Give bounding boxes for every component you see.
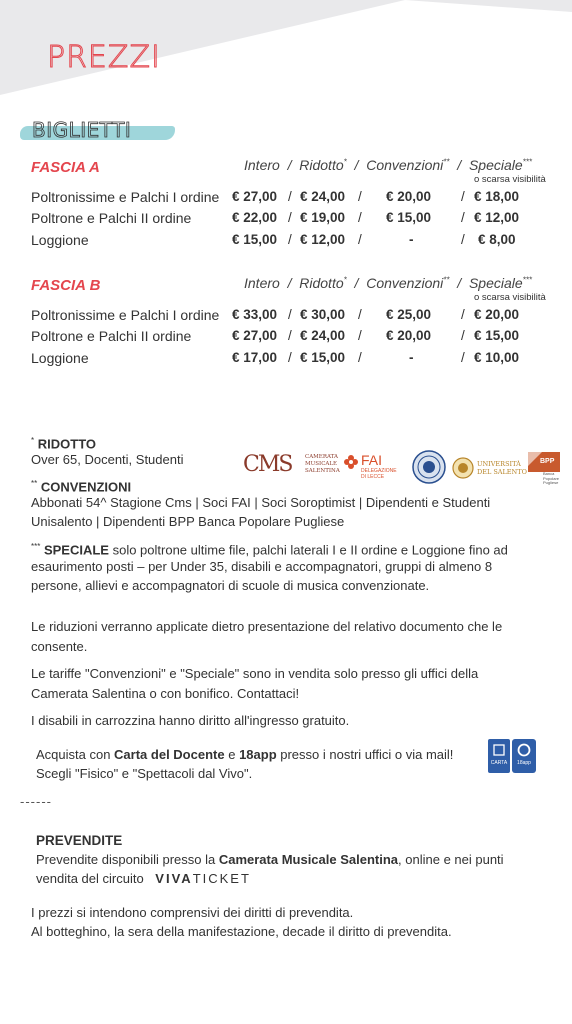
row-label: Loggione [31,232,89,248]
price-intero: € 33,00 [232,307,278,322]
section-title-biglietti [20,116,175,146]
cms-logo-line: CAMERATA [305,454,338,460]
carta-and: e [224,747,240,762]
price-speciale: € 12,00 [474,210,520,225]
price-intero: € 27,00 [232,328,278,343]
disabili-note: I disabili in carrozzina hanno diritto all'ingresso gratuito. [31,713,350,728]
price-ridotto: € 24,00 [300,189,346,204]
ridotto-title: RIDOTTO [37,436,97,452]
mark-ridotto: * [343,157,347,167]
separator: / [288,328,292,343]
fai-logo-line: DELEGAZIONE [361,468,397,474]
unisalento-logo-text [477,460,527,476]
fai-logo [343,452,411,482]
fascia-b-label: FASCIA B [31,277,101,294]
app18-badge-label: 18app [517,760,531,766]
carta-docente-label: Carta del Docente [114,747,225,762]
convenzioni-line: Unisalento | Dipendenti BPP Banca Popolare Pugliese [31,514,345,529]
bpp-logo-line: Pugliese [543,480,559,485]
soroptimist-seal-icon [412,450,446,484]
fai-logo-text [361,468,397,480]
section-title-text: BIGLIETTI [32,118,132,142]
separator: / [288,350,292,365]
separator: / [461,350,465,365]
separator: / [358,350,362,365]
speciale-title: SPECIALE [43,542,109,558]
speciale-line: persone, allievi e accompagnatori di scuole di musica convenzionate. [31,578,430,593]
col-convenzioni: Convenzioni [366,157,444,173]
col-ridotto: Ridotto [299,157,344,173]
separator: / [288,307,292,322]
bpp-logo [528,452,560,486]
speciale-note: o scarsa visibilità [474,174,546,185]
fascia-b-header: Intero / Ridotto* / Convenzioni** / Speciale*** [244,275,532,291]
col-ridotto: Ridotto [299,275,344,291]
vivaticket-rest: TICKET [192,871,251,886]
price-intero: € 22,00 [232,210,278,225]
vivaticket-bold: VIVA [155,871,193,886]
fai-flower-icon [343,454,359,470]
row-label: Loggione [31,350,89,366]
prevendite-suffix: , online e nei punti [398,852,504,867]
vivaticket-logo [155,871,251,886]
cms-logo [243,452,338,482]
price-convenzioni: € 15,00 [386,210,432,225]
price-ridotto: € 30,00 [300,307,346,322]
separator: / [461,328,465,343]
ridotto-mark: * [31,436,35,445]
app18-badge [512,739,536,773]
price-intero: € 15,00 [232,232,278,247]
price-speciale: € 10,00 [474,350,520,365]
price-ridotto: € 12,00 [300,232,346,247]
divider: ------ [20,794,52,809]
prevendite-line2 [36,869,251,888]
row-label: Poltrone e Palchi II ordine [31,210,192,226]
mark-convenzioni: ** [443,157,450,167]
prevendite-text [36,850,504,869]
price-speciale: € 8,00 [478,232,516,247]
carta-scegli-text: Scegli "Fisico" e "Spettacoli dal Vivo". [36,766,253,781]
separator: / [358,189,362,204]
mark-speciale: *** [522,275,532,285]
convenzioni-mark: ** [31,479,38,488]
row-label: Poltrone e Palchi II ordine [31,328,192,344]
tariffe-note: Camerata Salentina o con bonifico. Contattaci! [31,686,300,701]
carta-badge-icon [493,744,505,756]
bpp-logo-mark: BPP [540,458,555,465]
separator: / [288,210,292,225]
separator: / [358,210,362,225]
separator: / [358,232,362,247]
speciale-heading [31,537,508,559]
price-convenzioni: € 20,00 [386,328,432,343]
separator: / [358,307,362,322]
separator: / [461,232,465,247]
unisalento-logo-line: UNIVERSITÀ [477,460,521,468]
fai-logo-line: DI LECCE [361,474,385,480]
tariffe-note: Le tariffe "Convenzioni" e "Speciale" sono in vendita solo presso gli uffici della [31,666,479,681]
price-speciale: € 20,00 [474,307,520,322]
bpp-logo-line: Popolare [543,475,560,481]
row-label: Poltronissime e Palchi I ordine [31,189,220,205]
riduzioni-note: Le riduzioni verranno applicate dietro presentazione del relativo documento che le [31,619,503,634]
carta-prefix: Acquista con [36,747,115,762]
price-convenzioni: € 20,00 [386,189,432,204]
bpp-logo-line: Banca [543,471,555,476]
price-convenzioni: € 25,00 [386,307,432,322]
convenzioni-title: CONVENZIONI [40,479,132,495]
footer-line: I prezzi si intendono comprensivi dei diritti di prevendita. [31,905,354,920]
row-label: Poltronissime e Palchi I ordine [31,307,220,323]
ridotto-text: Over 65, Docenti, Studenti [31,452,184,467]
unisalento-logo [452,456,527,482]
price-convenzioni: - [409,232,414,247]
riduzioni-note: consente. [31,639,88,654]
col-intero: Intero [244,157,280,173]
carta-docente-badge [488,739,510,773]
page-title: PREZZI [47,40,161,75]
footer-line: Al botteghino, la sera della manifestazione, decade il diritto di prevendita. [31,924,452,939]
separator: / [288,189,292,204]
price-speciale: € 18,00 [474,189,520,204]
col-speciale: Speciale [468,157,523,173]
cms-logo-text [305,454,340,475]
separator: / [461,210,465,225]
separator: / [288,232,292,247]
app18-label: 18app [239,747,277,762]
price-speciale: € 15,00 [474,328,520,343]
carta-docente-text [36,745,453,764]
unisalento-logo-line: DEL SALENTO [477,468,527,476]
price-ridotto: € 15,00 [300,350,346,365]
cms-logo-mark: CMS [243,452,292,477]
prevendite-title: PREVENDITE [36,833,123,848]
price-convenzioni: - [409,350,414,365]
speciale-line: solo poltrone ultime file, palchi laterali I e II ordine e Loggione fino ad [108,542,508,558]
price-ridotto: € 24,00 [300,328,346,343]
speciale-note: o scarsa visibilità [474,292,546,303]
app18-badge-icon [517,743,531,757]
carta-suffix: presso i nostri uffici o via mail! [276,747,454,762]
fascia-a-header: Intero / Ridotto* / Convenzioni** / Speciale*** [244,157,532,173]
mark-speciale: *** [522,157,532,167]
separator: / [358,328,362,343]
fai-logo-mark: FAI [361,452,383,468]
speciale-mark: *** [31,542,41,551]
col-speciale: Speciale [468,275,523,291]
prevendite-cms: Camerata Musicale Salentina [218,852,399,867]
mark-ridotto: * [343,275,347,285]
prevendite-circuito: vendita del circuito [36,871,144,886]
convenzioni-line: Abbonati 54^ Stagione Cms | Soci FAI | Soci Soroptimist | Dipendenti e Studenti [31,495,491,510]
col-convenzioni: Convenzioni [366,275,444,291]
unisalento-seal-icon [452,457,474,479]
col-intero: Intero [244,275,280,291]
mark-convenzioni: ** [443,275,450,285]
price-intero: € 27,00 [232,189,278,204]
bpp-logo-text [543,472,559,486]
speciale-line: esaurimento posti – per Under 35, disabili e accompagnatori, gruppi di almeno 8 [31,559,493,574]
cms-logo-line: MUSICALE [305,461,338,467]
prevendite-prefix: Prevendite disponibili presso la [36,852,219,867]
price-ridotto: € 19,00 [300,210,346,225]
separator: / [461,189,465,204]
cms-logo-line: SALENTINA [305,468,340,474]
carta-badge-label: CARTA [490,760,508,766]
separator: / [461,307,465,322]
fascia-a-label: FASCIA A [31,159,100,176]
price-intero: € 17,00 [232,350,278,365]
